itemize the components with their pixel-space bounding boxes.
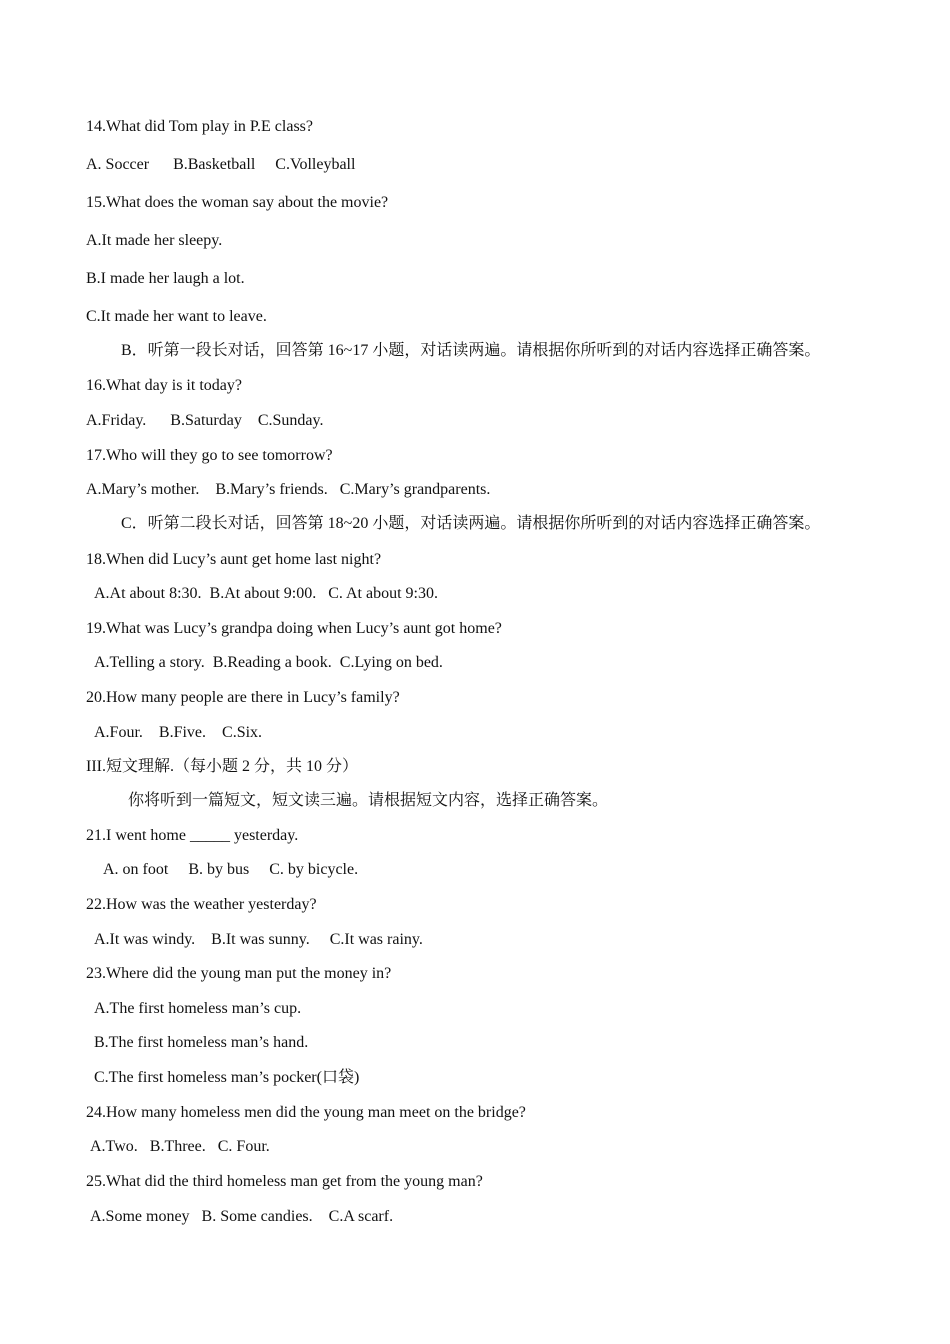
question-17: 17.Who will they go to see tomorrow? [86, 447, 333, 464]
question-14-options: A. Soccer B.Basketball C.Volleyball [86, 156, 356, 173]
question-19: 19.What was Lucy’s grandpa doing when Lucy’s aunt got home? [86, 620, 502, 637]
question-21-options: A. on foot B. by bus C. by bicycle. [103, 861, 359, 878]
question-16: 16.What day is it today? [86, 377, 242, 394]
section-b-instructions: B．听第一段长对话，回答第 16~17 小题，对话读两遍。请根据你所听到的对话内容选择正确答案。 [121, 342, 821, 359]
question-23-option-c: C.The first homeless man’s pocker(口袋) [94, 1069, 360, 1086]
question-15-option-a: A.It made her sleepy. [86, 232, 223, 249]
question-22-options: A.It was windy. B.It was sunny. C.It was rainy. [94, 931, 423, 948]
question-20-options: A.Four. B.Five. C.Six. [94, 724, 263, 741]
section-3-instructions: 你将听到一篇短文，短文读三遍。请根据短文内容，选择正确答案。 [128, 792, 609, 809]
question-18: 18.When did Lucy’s aunt get home last night? [86, 551, 382, 568]
question-16-options: A.Friday. B.Saturday C.Sunday. [86, 412, 324, 429]
question-24-options: A.Two. B.Three. C. Four. [90, 1138, 270, 1155]
question-15-option-b: B.I made her laugh a lot. [86, 270, 245, 287]
question-25: 25.What did the third homeless man get from the young man? [86, 1173, 483, 1190]
question-19-options: A.Telling a story. B.Reading a book. C.Lying on bed. [94, 654, 443, 671]
question-22: 22.How was the weather yesterday? [86, 896, 317, 913]
question-25-options: A.Some money B. Some candies. C.A scarf. [90, 1208, 394, 1225]
question-21: 21.I went home _____ yesterday. [86, 827, 299, 844]
question-14: 14.What did Tom play in P.E class? [86, 118, 313, 135]
section-3-heading: III.短文理解.（每小题 2 分，共 10 分） [86, 758, 358, 775]
question-24: 24.How many homeless men did the young man meet on the bridge? [86, 1104, 526, 1121]
question-20: 20.How many people are there in Lucy’s family? [86, 689, 400, 706]
question-23-option-b: B.The first homeless man’s hand. [94, 1034, 309, 1051]
question-15-option-c: C.It made her want to leave. [86, 308, 267, 325]
question-23-option-a: A.The first homeless man’s cup. [94, 1000, 302, 1017]
question-18-options: A.At about 8:30. B.At about 9:00. C. At about 9:30. [94, 585, 438, 602]
question-17-options: A.Mary’s mother. B.Mary’s friends. C.Mary’s grandparents. [86, 481, 491, 498]
question-23: 23.Where did the young man put the money in? [86, 965, 392, 982]
section-c-instructions: C．听第二段长对话，回答第 18~20 小题，对话读两遍。请根据你所听到的对话内容选择正确答案。 [121, 515, 821, 532]
question-15: 15.What does the woman say about the movie? [86, 194, 389, 211]
